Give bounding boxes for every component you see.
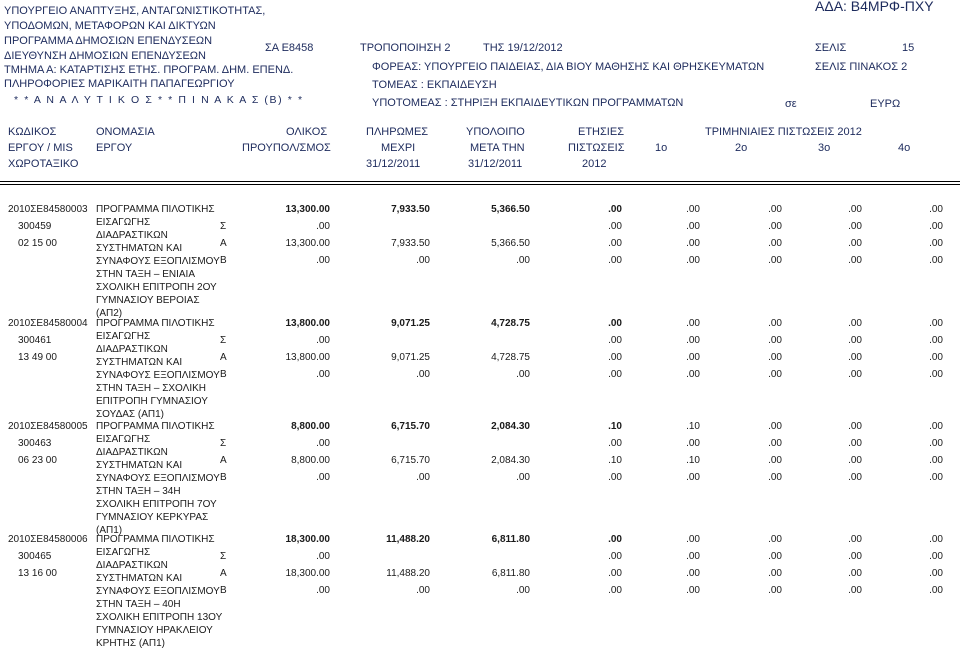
project-name-line: ΚΡΗΤΗΣ (ΑΠ1)	[96, 638, 165, 649]
project-name-line: ΓΥΜΝΑΣΙΟΥ ΒΕΡΟΙΑΣ	[96, 295, 200, 306]
mis-number: 300459	[18, 221, 52, 232]
project-name-line: ΣΧΟΛΙΚΗ ΕΠΙΤΡΟΠΗ 7ΟΥ	[96, 499, 217, 510]
analytic-table-title: * * Α Ν Α Λ Υ Τ Ι Κ Ο Σ * * Π Ι Ν Α Κ Α Σ (Β) * *	[14, 94, 304, 106]
total-value: .00	[929, 204, 943, 215]
sub-line-value: .00	[929, 369, 943, 380]
col-ergou: ΕΡΓΟΥ	[96, 142, 133, 154]
sub-line-value: .00	[929, 238, 943, 249]
total-value: .00	[768, 421, 782, 432]
project-name-line: ΣΥΣΤΗΜΑΤΩΝ ΚΑΙ	[96, 573, 183, 584]
sub-line-value: .00	[516, 472, 530, 483]
sub-line-value: .00	[768, 472, 782, 483]
total-value: .00	[848, 204, 862, 215]
sub-line-value: 11,488.20	[386, 568, 430, 579]
total-value: 6,811.80	[491, 534, 530, 545]
col-ergou-mis: ΕΡΓΟΥ / MIS	[8, 142, 73, 154]
project-name-line: ΠΡΟΓΡΑΜΜΑ ΠΙΛΟΤΙΚΗΣ	[96, 534, 215, 545]
sub-line-value: 18,300.00	[285, 568, 330, 579]
project-name-line: ΕΠΙΤΡΟΠΗ ΓΥΜΝΑΣΙΟΥ	[96, 396, 208, 407]
total-value: .00	[929, 534, 943, 545]
table-page: ΣΕΛΙΣ ΠΙΝΑΚΟΣ 2	[815, 61, 908, 73]
project-name-line: ΣΥΝΑΦΟΥΣ ΕΞΟΠΛΙΣΜΟΥ	[96, 586, 220, 597]
ypotomeas: ΥΠΟΤΟΜΕΑΣ : ΣΤΗΡΙΞΗ ΕΚΠΑΙΔΕΥΤΙΚΩΝ ΠΡΟΓΡΑΜΜΑΤΩΝ	[372, 97, 684, 109]
project-name-line: ΣΧΟΛΙΚΗ ΕΠΙΤΡΟΠΗ 13ΟΥ	[96, 612, 223, 623]
total-value: 13,300.00	[285, 204, 330, 215]
project-name-line: ΠΡΟΓΡΑΜΜΑ ΠΙΛΟΤΙΚΗΣ	[96, 318, 215, 329]
sub-line-value: .00	[929, 221, 943, 232]
sub-line-value: .00	[929, 551, 943, 562]
total-value: 11,488.20	[386, 534, 430, 545]
sub-line-value: 13,300.00	[285, 238, 330, 249]
sub-line-value: .00	[768, 568, 782, 579]
sub-line-value: .00	[929, 352, 943, 363]
sub-line-value: .00	[516, 255, 530, 266]
total-value: 13,800.00	[285, 318, 330, 329]
sub-line-value: .00	[686, 335, 700, 346]
project-name-line: ΣΥΝΑΦΟΥΣ ΕΞΟΠΛΙΣΜΟΥ	[96, 256, 220, 267]
sub-line-letter: Β	[220, 255, 227, 266]
sub-line-value: .00	[686, 585, 700, 596]
project-name-line: ΣΥΝΑΦΟΥΣ ΕΞΟΠΛΙΣΜΟΥ	[96, 473, 220, 484]
sub-line-value: .00	[608, 438, 622, 449]
department-line: ΤΜΗΜΑ Α: ΚΑΤΑΡΤΙΣΗΣ ΕΤΗΣ. ΠΡΟΓΡΑΜ. ΔΗΜ. ΕΠΕΝΔ.	[4, 64, 294, 76]
project-name-line: ΕΙΣΑΓΩΓΗΣ	[96, 217, 151, 228]
col-q2: 2ο	[735, 142, 748, 154]
sub-line-value: .00	[608, 585, 622, 596]
col-ypoloipo-date: 31/12/2011	[468, 158, 523, 170]
spatial-code: 13 16 00	[18, 568, 57, 579]
sub-line-letter: Σ	[220, 335, 227, 346]
sub-line-value: .00	[686, 369, 700, 380]
sub-line-value: .00	[686, 352, 700, 363]
total-value: 2,084.30	[491, 421, 530, 432]
sub-line-value: .00	[768, 335, 782, 346]
total-value: .00	[608, 318, 622, 329]
col-plirwmes: ΠΛΗΡΩΜΕΣ	[366, 126, 429, 138]
project-code: 2010ΣΕ84580005	[8, 421, 88, 432]
sub-line-letter: Β	[220, 585, 227, 596]
sub-line-value: .00	[686, 438, 700, 449]
sub-line-value: .00	[416, 472, 430, 483]
project-name-line: ΣΥΝΑΦΟΥΣ ΕΞΟΠΛΙΣΜΟΥ	[96, 370, 220, 381]
sub-line-value: .00	[686, 221, 700, 232]
total-value: 6,715.70	[391, 421, 430, 432]
sub-line-value: .00	[929, 568, 943, 579]
col-proypologismos: ΠΡΟΥΠΟΛ/ΣΜΟΣ	[242, 142, 331, 154]
sub-line-letter: Σ	[220, 551, 227, 562]
program-line: ΠΡΟΓΡΑΜΜΑ ΔΗΜΟΣΙΩΝ ΕΠΕΝΔΥΣΕΩΝ	[4, 35, 213, 47]
col-kodikos: ΚΩΔΙΚΟΣ	[8, 126, 57, 138]
amendment: ΤΡΟΠΟΠΟΙΗΣΗ 2	[360, 42, 451, 54]
sub-line-value: 6,715.70	[391, 455, 430, 466]
col-ypoloipo: ΥΠΟΛΟΙΠΟ	[466, 126, 525, 138]
sub-line-value: .00	[686, 551, 700, 562]
project-name-line: ΠΡΟΓΡΑΜΜΑ ΠΙΛΟΤΙΚΗΣ	[96, 421, 215, 432]
sub-line-value: .00	[416, 585, 430, 596]
sub-line-value: .00	[848, 255, 862, 266]
sub-line-value: .00	[929, 335, 943, 346]
project-name-line: ΕΙΣΑΓΩΓΗΣ	[96, 434, 151, 445]
total-value: .00	[768, 534, 782, 545]
sub-line-value: .00	[686, 238, 700, 249]
sub-line-value: 6,811.80	[491, 568, 530, 579]
project-code: 2010ΣΕ84580006	[8, 534, 88, 545]
sub-line-value: .00	[416, 255, 430, 266]
col-onomasia: ΟΝΟΜΑΣΙΑ	[96, 126, 155, 138]
sub-line-value: .00	[768, 455, 782, 466]
col-etisies-year: 2012	[582, 158, 607, 170]
sub-line-value: .00	[848, 455, 862, 466]
project-name-line: (ΑΠ2)	[96, 308, 123, 319]
sub-line-letter: Σ	[220, 438, 227, 449]
sub-line-value: .00	[848, 221, 862, 232]
tomeas: ΤΟΜΕΑΣ : ΕΚΠΑΙΔΕΥΣΗ	[372, 79, 497, 91]
total-value: .00	[686, 534, 700, 545]
sub-line-value: .00	[848, 352, 862, 363]
sub-line-value: 4,728.75	[491, 352, 530, 363]
total-value: .00	[608, 204, 622, 215]
directorate-line: ΔΙΕΥΘΥΝΣΗ ΔΗΜΟΣΙΩΝ ΕΠΕΝΔΥΣΕΩΝ	[4, 50, 206, 62]
sub-line-value: .00	[768, 369, 782, 380]
project-name-line: ΣΤΗΝ ΤΑΞΗ – 40Η	[96, 599, 181, 610]
project-name-line: ΣΥΣΤΗΜΑΤΩΝ ΚΑΙ	[96, 357, 183, 368]
col-chorotaxiko: ΧΩΡΟΤΑΞΙΚΟ	[8, 158, 79, 170]
sub-line-value: .00	[768, 551, 782, 562]
project-code: 2010ΣΕ84580004	[8, 318, 88, 329]
project-name-line: ΣΥΣΤΗΜΑΤΩΝ ΚΑΙ	[96, 460, 183, 471]
project-name-line: ΣΤΗΝ ΤΑΞΗ – ΣΧΟΛΙΚΗ	[96, 383, 207, 394]
project-name-line: ΣΤΗΝ ΤΑΞΗ – 34Η	[96, 486, 181, 497]
sub-line-value: .00	[316, 551, 330, 562]
col-plirwmes-date: 31/12/2011	[366, 158, 421, 170]
total-value: .00	[768, 204, 782, 215]
sub-line-value: .00	[416, 369, 430, 380]
sub-line-letter: Α	[220, 568, 227, 579]
sub-line-value: .00	[768, 221, 782, 232]
sub-line-value: .00	[316, 255, 330, 266]
sub-line-value: .00	[516, 585, 530, 596]
sub-line-value: .10	[686, 455, 700, 466]
sub-line-value: .00	[608, 221, 622, 232]
project-name-line: ΣΧΟΛΙΚΗ ΕΠΙΤΡΟΠΗ 2ΟΥ	[96, 282, 217, 293]
sub-line-value: .00	[848, 438, 862, 449]
amendment-date: ΤΗΣ 19/12/2012	[483, 42, 563, 54]
project-name-line: ΔΙΑΔΡΑΣΤΙΚΩΝ	[96, 560, 168, 571]
header-rule-top	[0, 181, 960, 182]
total-value: 18,300.00	[285, 534, 330, 545]
sub-line-value: .00	[608, 238, 622, 249]
sub-line-letter: Β	[220, 369, 227, 380]
project-name-line: ΕΙΣΑΓΩΓΗΣ	[96, 331, 151, 342]
col-olikos: ΟΛΙΚΟΣ	[286, 126, 328, 138]
spatial-code: 02 15 00	[18, 238, 57, 249]
total-value: .00	[848, 318, 862, 329]
sub-line-value: .00	[768, 585, 782, 596]
col-etisies: ΕΤΗΣΙΕΣ	[578, 126, 624, 138]
sub-line-value: .00	[768, 438, 782, 449]
sub-line-value: .00	[848, 238, 862, 249]
page-label: ΣΕΛΙΣ	[815, 42, 847, 54]
mis-number: 300461	[18, 335, 52, 346]
project-name-line: ΓΥΜΝΑΣΙΟΥ ΚΕΡΚΥΡΑΣ	[96, 512, 209, 523]
sub-line-value: .00	[848, 472, 862, 483]
sub-line-value: .00	[316, 221, 330, 232]
sub-line-letter: Α	[220, 352, 227, 363]
sub-line-value: .00	[929, 585, 943, 596]
sub-line-value: .00	[768, 238, 782, 249]
sub-line-value: .00	[768, 352, 782, 363]
sub-line-value: .00	[316, 335, 330, 346]
sub-line-value: .00	[848, 585, 862, 596]
sub-line-value: .00	[686, 255, 700, 266]
sa-code: ΣΑ Ε8458	[265, 42, 314, 54]
total-value: .00	[929, 421, 943, 432]
header-rule-bottom	[0, 184, 960, 185]
total-value: .00	[608, 534, 622, 545]
sub-line-value: .00	[316, 369, 330, 380]
total-value: .00	[686, 318, 700, 329]
sub-line-value: .00	[608, 255, 622, 266]
sub-line-value: .00	[608, 568, 622, 579]
sub-line-value: 7,933.50	[391, 238, 430, 249]
project-name-line: ΕΙΣΑΓΩΓΗΣ	[96, 547, 151, 558]
total-value: 9,071.25	[391, 318, 430, 329]
col-quarterly: ΤΡΙΜΗΝΙΑΙΕΣ ΠΙΣΤΩΣΕΙΣ 2012	[705, 126, 862, 138]
ada-stamp: ΑΔΑ: Β4ΜΡΦ-ΠΧΥ	[815, 0, 934, 14]
spatial-code: 06 23 00	[18, 455, 57, 466]
total-value: .10	[608, 421, 622, 432]
total-value: .00	[768, 318, 782, 329]
sub-line-value: .00	[768, 255, 782, 266]
unit-prefix: σε	[785, 98, 797, 110]
total-value: .00	[848, 421, 862, 432]
ministry-line-2: ΥΠΟΔΟΜΩΝ, ΜΕΤΑΦΟΡΩΝ ΚΑΙ ΔΙΚΤΥΩΝ	[4, 20, 216, 32]
sub-line-value: 5,366.50	[491, 238, 530, 249]
sub-line-letter: Σ	[220, 221, 227, 232]
sub-line-value: 13,800.00	[285, 352, 330, 363]
sub-line-value: .00	[608, 551, 622, 562]
sub-line-value: .00	[686, 568, 700, 579]
sub-line-value: 8,800.00	[291, 455, 330, 466]
project-name-line: ΔΙΑΔΡΑΣΤΙΚΩΝ	[96, 344, 168, 355]
sub-line-value: .00	[929, 472, 943, 483]
sub-line-value: .00	[929, 438, 943, 449]
currency: ΕΥΡΩ	[870, 98, 901, 110]
page-number: 15	[902, 42, 915, 54]
sub-line-value: .00	[929, 255, 943, 266]
col-pistwseis: ΠΙΣΤΩΣΕΙΣ	[568, 142, 625, 154]
mis-number: 300463	[18, 438, 52, 449]
sub-line-value: .00	[316, 472, 330, 483]
project-name-line: ΣΥΣΤΗΜΑΤΩΝ ΚΑΙ	[96, 243, 183, 254]
col-q3: 3ο	[818, 142, 831, 154]
info-line: ΠΛΗΡΟΦΟΡΙΕΣ ΜΑΡΙΚΑΙΤΗ ΠΑΠΑΓΕΩΡΓΙΟΥ	[4, 78, 235, 90]
sub-line-value: .00	[848, 568, 862, 579]
spatial-code: 13 49 00	[18, 352, 57, 363]
total-value: 7,933.50	[391, 204, 430, 215]
total-value: 4,728.75	[491, 318, 530, 329]
sub-line-letter: Α	[220, 455, 227, 466]
sub-line-value: .00	[929, 455, 943, 466]
total-value: 8,800.00	[291, 421, 330, 432]
sub-line-value: .00	[608, 335, 622, 346]
project-name-line: ΓΥΜΝΑΣΙΟΥ ΗΡΑΚΛΕΙΟΥ	[96, 625, 213, 636]
total-value: 5,366.50	[491, 204, 530, 215]
sub-line-value: .00	[848, 551, 862, 562]
project-code: 2010ΣΕ84580003	[8, 204, 88, 215]
sub-line-value: .00	[686, 472, 700, 483]
col-q4: 4ο	[898, 142, 911, 154]
sub-line-letter: Α	[220, 238, 227, 249]
mis-number: 300465	[18, 551, 52, 562]
total-value: .00	[848, 534, 862, 545]
project-name-line: ΔΙΑΔΡΑΣΤΙΚΩΝ	[96, 230, 168, 241]
sub-line-value: .00	[608, 472, 622, 483]
total-value: .00	[686, 204, 700, 215]
col-meta-tin: ΜΕΤΑ ΤΗΝ	[470, 142, 525, 154]
project-name-line: (ΑΠ1)	[96, 525, 123, 536]
sub-line-value: .00	[316, 585, 330, 596]
sub-line-value: .00	[316, 438, 330, 449]
sub-line-value: 9,071.25	[391, 352, 430, 363]
sub-line-value: .00	[608, 369, 622, 380]
sub-line-value: .10	[608, 455, 622, 466]
total-value: .10	[686, 421, 700, 432]
project-name-line: ΠΡΟΓΡΑΜΜΑ ΠΙΛΟΤΙΚΗΣ	[96, 204, 215, 215]
project-name-line: ΣΤΗΝ ΤΑΞΗ – ΕΝΙΑΙΑ	[96, 269, 195, 280]
sub-line-value: .00	[516, 369, 530, 380]
sub-line-letter: Β	[220, 472, 227, 483]
sub-line-value: .00	[848, 335, 862, 346]
sub-line-value: 2,084.30	[491, 455, 530, 466]
sub-line-value: .00	[608, 352, 622, 363]
foreas: ΦΟΡΕΑΣ: ΥΠΟΥΡΓΕΙΟ ΠΑΙΔΕΙΑΣ, ΔΙΑ ΒΙΟΥ ΜΑΘΗΣΗΣ ΚΑΙ ΘΡΗΣΚΕΥΜΑΤΩΝ	[372, 61, 765, 73]
ministry-line-1: ΥΠΟΥΡΓΕΙΟ ΑΝΑΠΤΥΞΗΣ, ΑΝΤΑΓΩΝΙΣΤΙΚΟΤΗΤΑΣ,	[4, 5, 266, 17]
col-mexri: ΜΕΧΡΙ	[381, 142, 416, 154]
project-name-line: ΔΙΑΔΡΑΣΤΙΚΩΝ	[96, 447, 168, 458]
col-q1: 1ο	[655, 142, 668, 154]
sub-line-value: .00	[848, 369, 862, 380]
total-value: .00	[929, 318, 943, 329]
project-name-line: ΣΟΥΔΑΣ (ΑΠ1)	[96, 409, 164, 420]
